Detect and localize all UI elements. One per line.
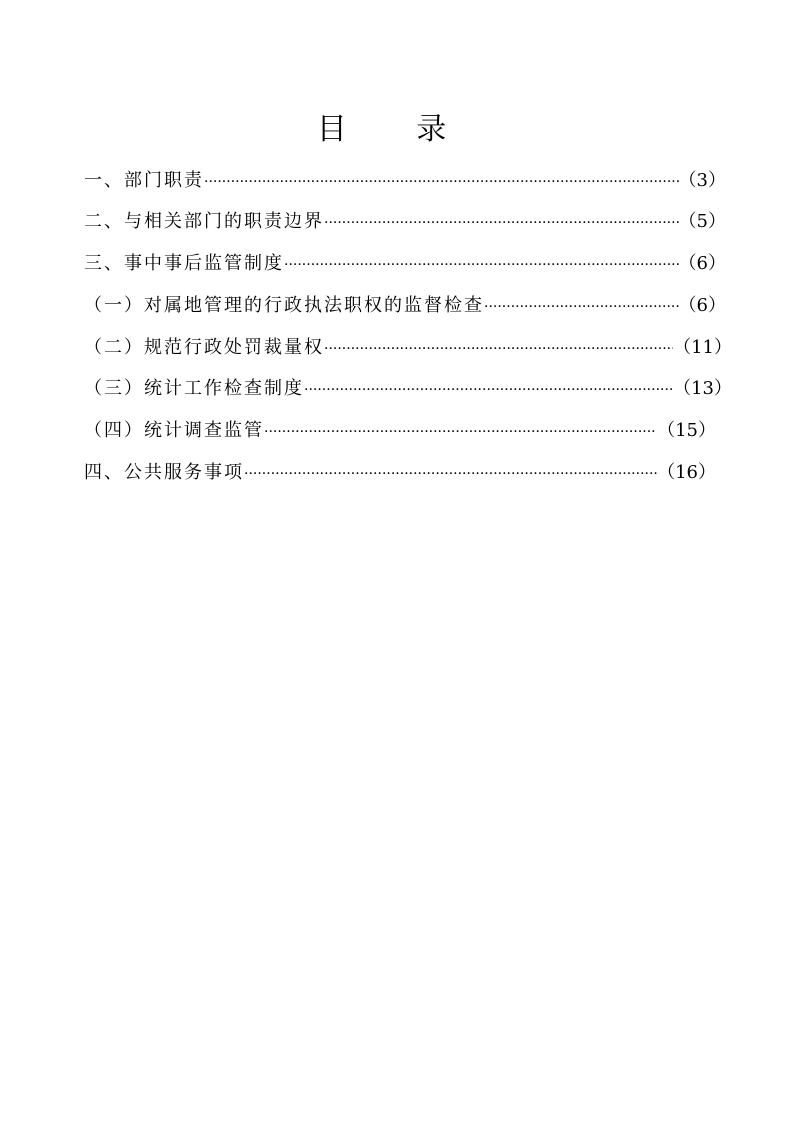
toc-entry-label: 一、部门职责 — [84, 170, 204, 191]
toc-page-number: （6） — [678, 253, 726, 274]
toc-entry-label: 二、与相关部门的职责边界 — [84, 211, 324, 232]
toc-dot-leader — [324, 208, 679, 238]
toc-page-number: （6） — [678, 295, 726, 316]
toc-entry-label: （四）统计调查监管 — [84, 420, 264, 441]
toc-page-number: （13） — [673, 378, 732, 399]
toc-entry-label: 四、公共服务事项 — [84, 462, 244, 483]
toc-entry[interactable] — [84, 416, 716, 446]
toc-dot-leader — [484, 292, 679, 322]
toc-dot-leader — [284, 250, 679, 280]
toc-dot-leader — [244, 459, 657, 489]
toc-entry-label: （三）统计工作检查制度 — [84, 378, 304, 399]
toc-entry[interactable] — [84, 333, 732, 363]
toc-entry[interactable] — [84, 374, 732, 404]
toc-entry-label: （一）对属地管理的行政执法职权的监督检查 — [84, 295, 484, 316]
toc-page-number: （3） — [678, 170, 726, 191]
toc-dot-leader — [304, 375, 673, 405]
toc-page-number: （11） — [673, 337, 732, 358]
toc-entry[interactable] — [84, 166, 726, 196]
toc-entry-label: 三、事中事后监管制度 — [84, 253, 284, 274]
toc-title: 目 录 — [316, 112, 477, 147]
toc-page-number: （16） — [657, 462, 716, 483]
toc-entry[interactable] — [84, 458, 716, 488]
toc-dot-leader — [264, 417, 657, 447]
toc-entry-label: （二）规范行政处罚裁量权 — [84, 337, 324, 358]
toc-dot-leader — [324, 334, 673, 364]
toc-entry[interactable] — [84, 291, 726, 321]
toc-page-number: （15） — [657, 420, 716, 441]
toc-entry[interactable] — [84, 249, 726, 279]
toc-entry[interactable] — [84, 207, 726, 237]
toc-page-number: （5） — [678, 211, 726, 232]
toc-dot-leader — [204, 167, 679, 197]
